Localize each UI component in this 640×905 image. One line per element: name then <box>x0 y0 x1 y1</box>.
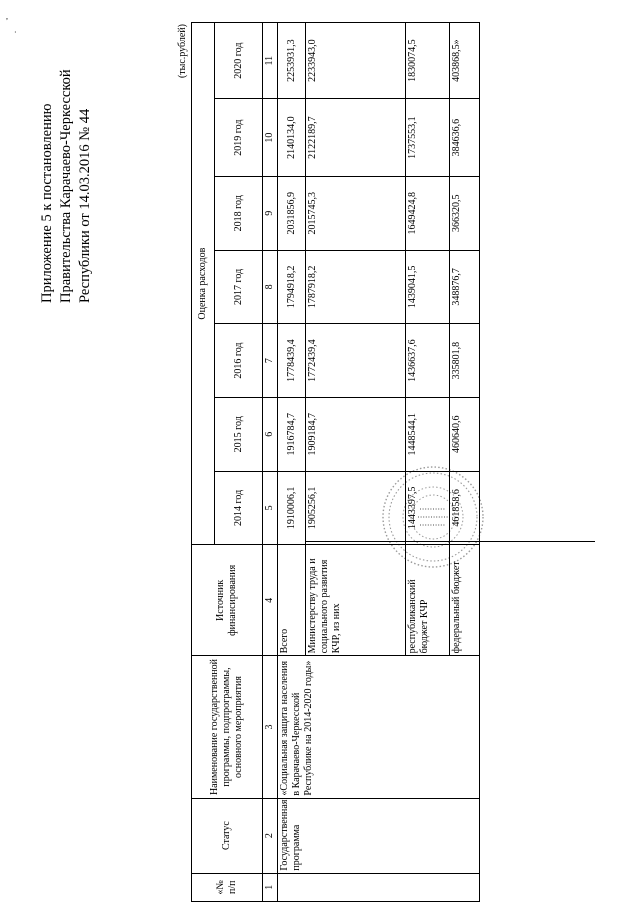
column-header-status: Статус <box>192 798 263 873</box>
value-cell: 2015745,3 <box>306 176 406 250</box>
source-cell: республиканский бюджет КЧР <box>406 545 450 656</box>
value-cell: 2122189,7 <box>306 99 406 177</box>
value-cell: 1772439,4 <box>306 324 406 398</box>
program-status: Государственная программа <box>278 798 480 873</box>
value-cell: 384636,6 <box>450 99 480 177</box>
expenditure-table <box>191 22 480 902</box>
value-cell: 1436637,6 <box>406 324 450 398</box>
program-num <box>278 873 480 901</box>
value-cell: 2233943,0 <box>306 23 406 99</box>
column-number: 9 <box>263 176 278 250</box>
value-cell: 2140134,0 <box>278 99 306 177</box>
scan-speck: , <box>6 12 8 21</box>
column-number: 2 <box>263 798 278 873</box>
column-number: 10 <box>263 99 278 177</box>
header-line: Республики от 14.03.2016 № 44 <box>77 108 93 303</box>
column-header-num: «№ п/п <box>192 873 263 901</box>
value-cell: 348876,7 <box>450 250 480 324</box>
value-cell: 1443397,5 <box>406 471 450 545</box>
value-cell: 1830074,5 <box>406 23 450 99</box>
value-cell: 1916784,7 <box>278 397 306 471</box>
value-cell: 335801,8 <box>450 324 480 398</box>
column-number: 11 <box>263 23 278 99</box>
value-cell: 403868,5» <box>450 23 480 99</box>
header-line: Приложение 5 к постановлению <box>39 103 55 303</box>
year-header: 2019 год <box>215 99 263 177</box>
program-name: «Социальная защита населения в Карачаево-Черкесской Республике на 2014-2020 годы» <box>278 656 480 798</box>
value-cell: 1737553,1 <box>406 99 450 177</box>
value-cell: 1649424,8 <box>406 176 450 250</box>
header-line: Правительства Карачаево-Черкесской <box>58 69 74 303</box>
source-cell: Министерству труда и социального развития КЧР, из них <box>306 545 406 656</box>
scan-speck: · <box>14 28 17 37</box>
units-label: (тыс.рублей) <box>177 24 188 79</box>
year-header: 2018 год <box>215 176 263 250</box>
column-number: 7 <box>263 324 278 398</box>
value-cell: 1448544,1 <box>406 397 450 471</box>
column-number: 6 <box>263 397 278 471</box>
value-cell: 1787918,2 <box>306 250 406 324</box>
column-number: 4 <box>263 545 278 656</box>
year-header: 2014 год <box>215 471 263 545</box>
source-cell: федеральный бюджет <box>450 545 480 656</box>
value-cell: 1778439,4 <box>278 324 306 398</box>
value-cell: 1909184,7 <box>306 397 406 471</box>
column-number: 8 <box>263 250 278 324</box>
value-cell: 461858,6 <box>450 471 480 545</box>
column-header-estimate: Оценка расходов <box>192 23 215 545</box>
column-header-source: Источник финансирования <box>192 545 263 656</box>
value-cell: 2031856,9 <box>278 176 306 250</box>
column-header-name: Наименование государственной программы, подпрограммы, основного мероприятия <box>192 656 263 798</box>
year-header: 2015 год <box>215 397 263 471</box>
value-cell: 2253931,3 <box>278 23 306 99</box>
column-number: 5 <box>263 471 278 545</box>
column-number: 1 <box>263 873 278 901</box>
value-cell: 366320,5 <box>450 176 480 250</box>
source-cell: Всего <box>278 545 306 656</box>
year-header: 2017 год <box>215 250 263 324</box>
year-header: 2020 год <box>215 23 263 99</box>
document-header <box>38 3 95 303</box>
value-cell: 1910006,1 <box>278 471 306 545</box>
column-number: 3 <box>263 656 278 798</box>
value-cell: 460640,6 <box>450 397 480 471</box>
value-cell: 1439041,5 <box>406 250 450 324</box>
year-header: 2016 год <box>215 324 263 398</box>
value-cell: 1905256,1 <box>306 471 406 545</box>
value-cell: 1794918,2 <box>278 250 306 324</box>
